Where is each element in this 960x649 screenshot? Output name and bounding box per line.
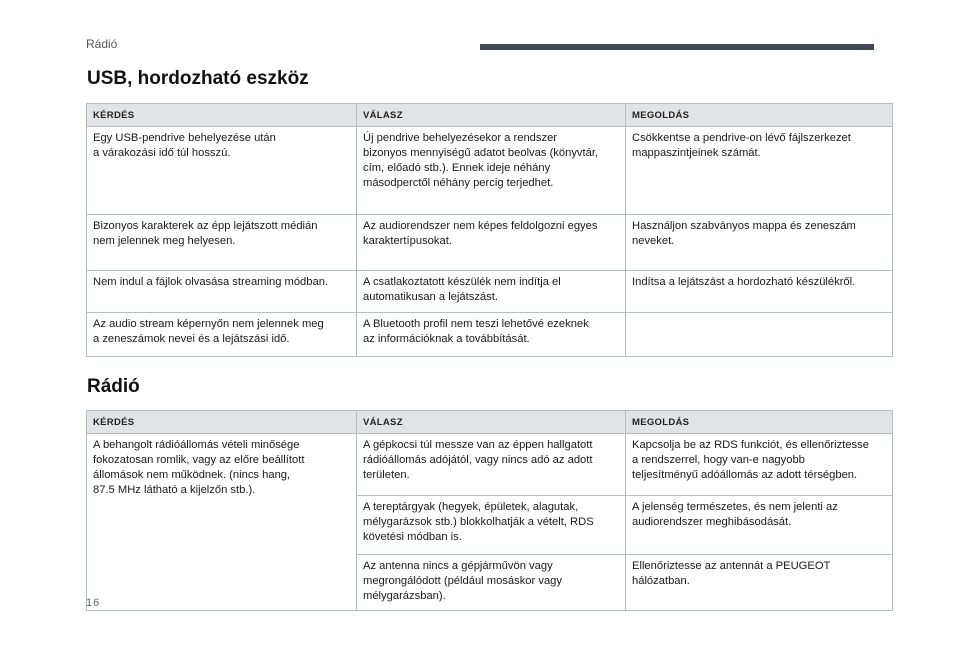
usb-troubleshooting-table: [86, 103, 893, 357]
answer-cell: Az antenna nincs a gépjárművön vagy megrongálódott (például mosáskor vagy mélygarázsban).: [357, 555, 626, 611]
answer-cell: Az audiorendszer nem képes feldolgozni egyes karaktertípusokat.: [357, 215, 626, 271]
radio-troubleshooting-table: [86, 410, 893, 611]
question-cell: Egy USB-pendrive behelyezése után a várakozási idő túl hosszú.: [87, 127, 357, 215]
header-answer: VÁLASZ: [357, 104, 626, 127]
solution-cell: A jelenség természetes, és nem jelenti az audiorendszer meghibásodását.: [626, 496, 893, 555]
table-row: [87, 127, 893, 215]
question-cell: Bizonyos karakterek az épp lejátszott médián nem jelennek meg helyesen.: [87, 215, 357, 271]
header-question: KÉRDÉS: [87, 104, 357, 127]
radio-section-title: Rádió: [87, 376, 140, 397]
answer-cell: A gépkocsi túl messze van az éppen hallgatott rádióállomás adójától, vagy nincs adó az adott területen.: [357, 434, 626, 496]
header-solution: MEGOLDÁS: [626, 411, 893, 434]
table-header-row: [87, 411, 893, 434]
solution-cell: Használjon szabványos mappa és zeneszám neveket.: [626, 215, 893, 271]
solution-cell: Csökkentse a pendrive-on lévő fájlszerkezet mappaszintjeinek számát.: [626, 127, 893, 215]
table-row: [87, 271, 893, 313]
question-cell: Az audio stream képernyőn nem jelennek meg a zeneszámok nevei és a lejátszási idő.: [87, 313, 357, 357]
page-number: 16: [86, 597, 101, 609]
running-header: Rádió: [86, 37, 118, 51]
answer-cell: Új pendrive behelyezésekor a rendszer bizonyos mennyiségű adatot beolvas (könyvtár, cím, előadó stb.). Ennek ideje néhány másodperctől néhány percig terjedhet.: [357, 127, 626, 215]
solution-cell: Indítsa a lejátszást a hordozható készülékről.: [626, 271, 893, 313]
table-row: [87, 215, 893, 271]
answer-cell: A Bluetooth profil nem teszi lehetővé ezeknek az információknak a továbbítását.: [357, 313, 626, 357]
question-cell: Nem indul a fájlok olvasása streaming módban.: [87, 271, 357, 313]
solution-cell: [626, 313, 893, 357]
table-header-row: [87, 104, 893, 127]
answer-cell: A tereptárgyak (hegyek, épületek, alagutak, mélygarázsok stb.) blokkolhatják a vételt, RDS követési módban is.: [357, 496, 626, 555]
solution-cell: Kapcsolja be az RDS funkciót, és ellenőriztesse a rendszerrel, hogy van-e nagyobb teljesítményű adóállomás az adott térségben.: [626, 434, 893, 496]
header-question: KÉRDÉS: [87, 411, 357, 434]
usb-section-title: USB, hordozható eszköz: [87, 68, 309, 89]
header-bar: [480, 44, 874, 50]
header-solution: MEGOLDÁS: [626, 104, 893, 127]
answer-cell: A csatlakoztatott készülék nem indítja el automatikusan a lejátszást.: [357, 271, 626, 313]
solution-cell: Ellenőriztesse az antennát a PEUGEOT hálózatban.: [626, 555, 893, 611]
header-answer: VÁLASZ: [357, 411, 626, 434]
table-row: [87, 313, 893, 357]
question-cell: A behangolt rádióállomás vételi minősége fokozatosan romlik, vagy az előre beállított állomások nem működnek. (nincs hang, 87.5 MHz látható a kijelzőn stb.).: [87, 434, 357, 611]
table-row: [87, 434, 893, 496]
